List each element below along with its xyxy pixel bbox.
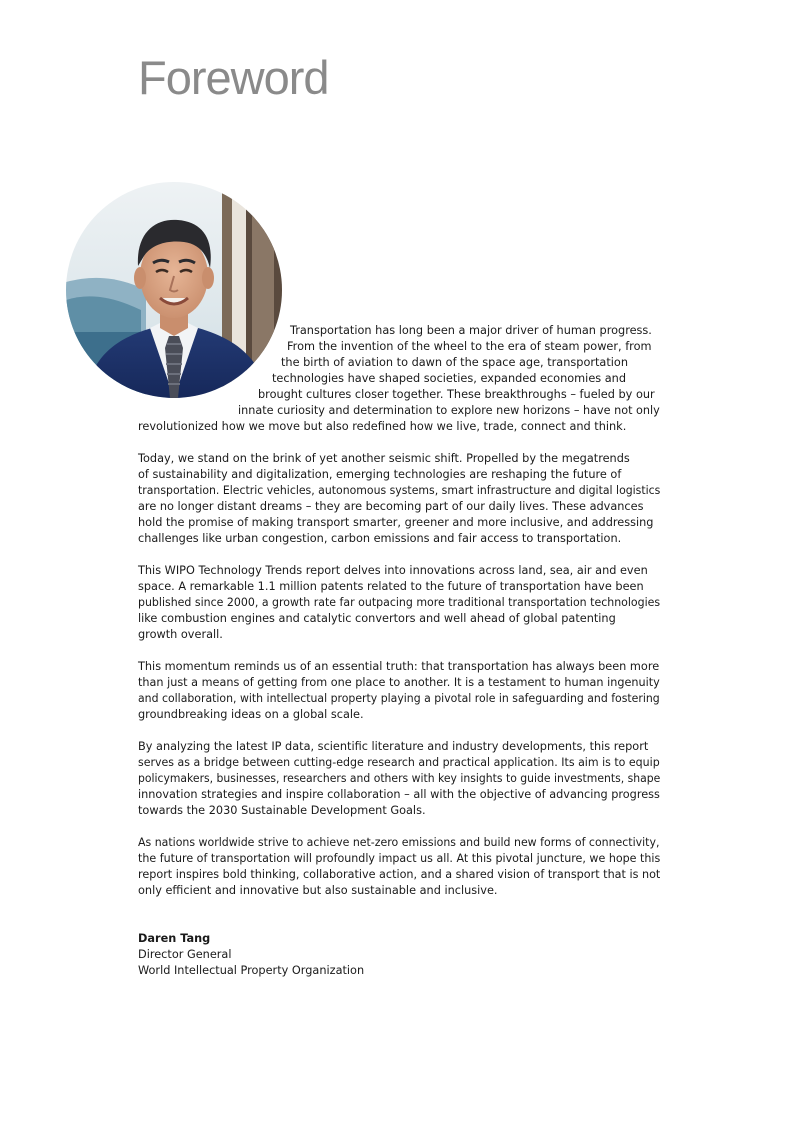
text-line: report inspires bold thinking, collaborative action, and a shared vision of transport that is not [138, 868, 661, 881]
text-line: brought cultures closer together. These breakthroughs – fueled by our [258, 388, 655, 401]
text-line: only efficient and innovative but also sustainable and inclusive. [138, 884, 498, 897]
text-line: policymakers, businesses, researchers and others with key insights to guide investments, shape [138, 772, 661, 785]
signature-role: Director General [138, 948, 232, 961]
text-line: This WIPO Technology Trends report delves into innovations across land, sea, air and even [138, 564, 648, 577]
text-line: From the invention of the wheel to the era of steam power, from [287, 340, 652, 353]
text-line: challenges like urban congestion, carbon emissions and fair access to transportation. [138, 532, 622, 545]
text-line: innovation strategies and inspire collaboration – all with the objective of advancing progress [138, 788, 660, 801]
text-line: and collaboration, with intellectual property playing a pivotal role in safeguarding and fostering [138, 692, 660, 705]
text-line: published since 2000, a growth rate far outpacing more traditional transportation technologies [138, 596, 661, 609]
portrait-icon [66, 182, 282, 398]
text-line: space. A remarkable 1.1 million patents related to the future of transportation have been [138, 580, 644, 593]
signature-organization: World Intellectual Property Organization [138, 964, 365, 977]
text-line: towards the 2030 Sustainable Development Goals. [138, 804, 426, 817]
text-line: technologies have shaped societies, expanded economies and [272, 372, 626, 385]
text-line: growth overall. [138, 628, 223, 641]
text-line: hold the promise of making transport smarter, greener and more inclusive, and addressing [138, 516, 654, 529]
text-line: like combustion engines and catalytic convertors and well ahead of global patenting [138, 612, 616, 625]
text-line: By analyzing the latest IP data, scientific literature and industry developments, this report [138, 740, 649, 753]
text-line: are no longer distant dreams – they are becoming part of our daily lives. These advances [138, 500, 644, 513]
text-line: Transportation has long been a major driver of human progress. [290, 324, 652, 337]
text-line: revolutionized how we move but also redefined how we live, trade, connect and think. [138, 420, 627, 433]
text-line: Today, we stand on the brink of yet another seismic shift. Propelled by the megatrends [138, 452, 630, 465]
text-line: the birth of aviation to dawn of the space age, transportation [281, 356, 628, 369]
text-line: of sustainability and digitalization, emerging technologies are reshaping the future of [138, 468, 622, 481]
text-line: the future of transportation will profoundly impact us all. At this pivotal juncture, we hope this [138, 852, 661, 865]
text-line: As nations worldwide strive to achieve net-zero emissions and build new forms of connectivity, [138, 836, 660, 849]
text-line: This momentum reminds us of an essential truth: that transportation has always been more [138, 660, 660, 673]
page-title: Foreword [138, 51, 329, 104]
portrait-photo [66, 182, 282, 398]
signature-name: Daren Tang [138, 932, 211, 945]
text-line: groundbreaking ideas on a global scale. [138, 708, 364, 721]
text-line: innate curiosity and determination to explore new horizons – have not only [238, 404, 660, 417]
text-line: than just a means of getting from one place to another. It is a testament to human ingenuity [138, 676, 660, 689]
text-line: serves as a bridge between cutting-edge research and practical application. Its aim is to equip [138, 756, 660, 769]
text-line: transportation. Electric vehicles, autonomous systems, smart infrastructure and digital logistics [138, 484, 661, 497]
